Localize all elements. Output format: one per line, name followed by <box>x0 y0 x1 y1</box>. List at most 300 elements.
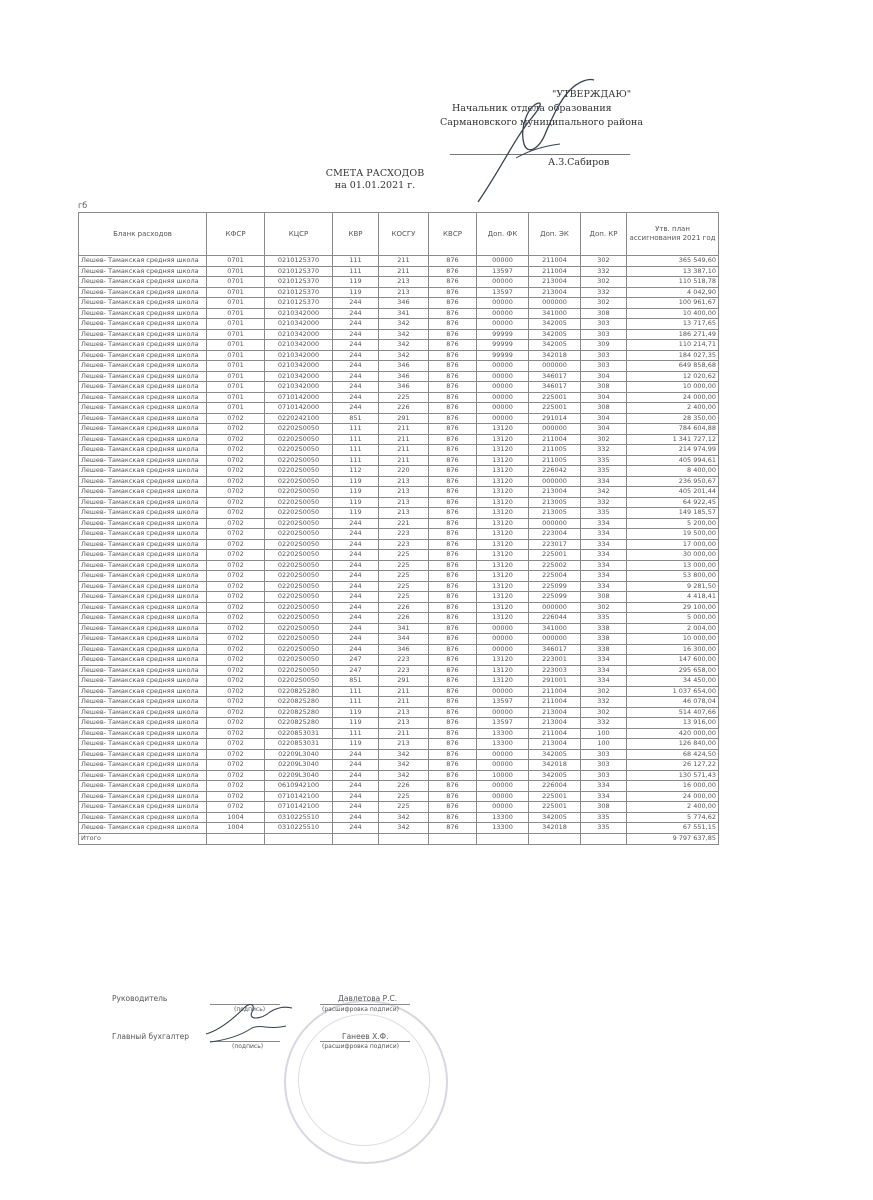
table-cell: Лешев- Тамакская средняя школа <box>79 518 207 529</box>
table-cell: 244 <box>333 308 379 319</box>
table-cell: 876 <box>429 455 477 466</box>
table-cell: Лешев- Тамакская средняя школа <box>79 455 207 466</box>
table-cell: Лешев- Тамакская средняя школа <box>79 823 207 834</box>
table-cell: 211 <box>379 256 429 267</box>
table-cell: 0210125370 <box>265 256 333 267</box>
table-cell: Лешев- Тамакская средняя школа <box>79 361 207 372</box>
table-cell: 13120 <box>477 592 529 603</box>
table-cell: 0220825280 <box>265 697 333 708</box>
table-cell: 346017 <box>529 382 581 393</box>
total-row <box>79 833 719 844</box>
table-cell: 00000 <box>477 277 529 288</box>
table-row <box>79 571 719 582</box>
table-cell: 338 <box>581 634 627 645</box>
table-cell: 291001 <box>529 676 581 687</box>
table-cell: 0702 <box>207 466 265 477</box>
table-cell: 244 <box>333 602 379 613</box>
accountant-name-hint: (расшифровка подписи) <box>322 1043 399 1050</box>
table-cell: 13120 <box>477 466 529 477</box>
table-cell: 0702 <box>207 781 265 792</box>
table-cell: 0210125370 <box>265 277 333 288</box>
table-cell: 342005 <box>529 770 581 781</box>
table-cell: 225001 <box>529 392 581 403</box>
table-cell: 346017 <box>529 644 581 655</box>
table-cell: 876 <box>429 686 477 697</box>
table-cell: 0210125370 <box>265 298 333 309</box>
table-cell: 02202S0050 <box>265 676 333 687</box>
table-cell: 211005 <box>529 455 581 466</box>
table-cell: 10 000,00 <box>627 382 719 393</box>
table-cell: 0210125370 <box>265 287 333 298</box>
table-cell: 68 424,50 <box>627 749 719 760</box>
table-cell: 0702 <box>207 413 265 424</box>
table-cell: Лешев- Тамакская средняя школа <box>79 371 207 382</box>
table-cell: 876 <box>429 676 477 687</box>
table-cell: 303 <box>581 319 627 330</box>
table-cell: 338 <box>581 623 627 634</box>
table-cell: 876 <box>429 266 477 277</box>
table-cell: Лешев- Тамакская средняя школа <box>79 340 207 351</box>
table-cell: 213004 <box>529 277 581 288</box>
table-cell: 342 <box>581 487 627 498</box>
table-cell: 24 000,00 <box>627 791 719 802</box>
table-cell: Лешев- Тамакская средняя школа <box>79 644 207 655</box>
table-cell: 649 858,68 <box>627 361 719 372</box>
table-cell: 213005 <box>529 497 581 508</box>
table-cell: Лешев- Тамакская средняя школа <box>79 592 207 603</box>
table-cell: 0702 <box>207 455 265 466</box>
table-cell: 02202S0050 <box>265 539 333 550</box>
table-cell: 0702 <box>207 529 265 540</box>
table-row <box>79 266 719 277</box>
table-cell: 0702 <box>207 476 265 487</box>
table-cell: 5 774,62 <box>627 812 719 823</box>
table-cell: 13 000,00 <box>627 560 719 571</box>
table-row <box>79 308 719 319</box>
table-row <box>79 466 719 477</box>
table-cell: 02202S0050 <box>265 550 333 561</box>
table-cell: 342018 <box>529 823 581 834</box>
head-label: Руководитель <box>112 994 168 1003</box>
table-cell: 99999 <box>477 350 529 361</box>
table-cell: 0310225510 <box>265 812 333 823</box>
handwritten-signatures <box>200 990 300 1050</box>
table-cell: 0702 <box>207 697 265 708</box>
table-cell: Лешев- Тамакская средняя школа <box>79 707 207 718</box>
table-row <box>79 434 719 445</box>
table-cell: 0701 <box>207 308 265 319</box>
table-cell: 876 <box>429 697 477 708</box>
table-cell: 225001 <box>529 802 581 813</box>
table-cell: 342005 <box>529 319 581 330</box>
table-cell: 46 078,04 <box>627 697 719 708</box>
table-cell: Лешев- Тамакская средняя школа <box>79 508 207 519</box>
table-cell: 244 <box>333 802 379 813</box>
table-cell: 223004 <box>529 529 581 540</box>
table-cell: 0210342000 <box>265 319 333 330</box>
table-cell: 244 <box>333 571 379 582</box>
table-cell: 0701 <box>207 403 265 414</box>
table-cell: 211 <box>379 424 429 435</box>
table-cell: 342005 <box>529 812 581 823</box>
table-cell: 225 <box>379 791 429 802</box>
table-cell: 876 <box>429 277 477 288</box>
table-cell: 13120 <box>477 518 529 529</box>
table-cell: 211004 <box>529 266 581 277</box>
table-row <box>79 770 719 781</box>
table-cell: 00000 <box>477 760 529 771</box>
table-cell: 225 <box>379 550 429 561</box>
table-cell: 00000 <box>477 791 529 802</box>
table-row <box>79 823 719 834</box>
table-cell: 0702 <box>207 739 265 750</box>
table-cell: 876 <box>429 508 477 519</box>
table-cell: 221 <box>379 518 429 529</box>
table-row <box>79 455 719 466</box>
table-cell: 24 000,00 <box>627 392 719 403</box>
table-cell: 186 271,49 <box>627 329 719 340</box>
table-cell: 00000 <box>477 371 529 382</box>
table-cell: 876 <box>429 539 477 550</box>
table-cell: 876 <box>429 602 477 613</box>
table-cell: 0702 <box>207 770 265 781</box>
table-row <box>79 760 719 771</box>
table-cell: Лешев- Тамакская средняя школа <box>79 770 207 781</box>
table-cell: 342 <box>379 749 429 760</box>
table-row <box>79 329 719 340</box>
table-cell: 876 <box>429 392 477 403</box>
table-cell: 0710142000 <box>265 403 333 414</box>
table-cell: Лешев- Тамакская средняя школа <box>79 623 207 634</box>
table-cell: Лешев- Тамакская средняя школа <box>79 497 207 508</box>
table-row <box>79 476 719 487</box>
table-cell: 0701 <box>207 277 265 288</box>
table-cell: 876 <box>429 371 477 382</box>
table-cell: 211005 <box>529 445 581 456</box>
table-row <box>79 277 719 288</box>
table-cell: 10 400,00 <box>627 308 719 319</box>
table-cell: 405 201,44 <box>627 487 719 498</box>
table-cell: 303 <box>581 749 627 760</box>
table-cell: 876 <box>429 256 477 267</box>
table-cell: 0702 <box>207 571 265 582</box>
table-cell: 304 <box>581 392 627 403</box>
table-cell: 302 <box>581 707 627 718</box>
table-cell: 225 <box>379 802 429 813</box>
approval-position-line1: Начальник отдела образования <box>452 103 612 114</box>
table-cell: 0701 <box>207 298 265 309</box>
table-cell: 876 <box>429 550 477 561</box>
table-cell: 213 <box>379 707 429 718</box>
table-cell: 0702 <box>207 434 265 445</box>
table-cell: 0220825280 <box>265 707 333 718</box>
table-cell: 876 <box>429 319 477 330</box>
table-cell: 334 <box>581 476 627 487</box>
table-cell: 341 <box>379 308 429 319</box>
table-cell: 13120 <box>477 550 529 561</box>
table-cell: 000000 <box>529 634 581 645</box>
table-cell: 000000 <box>529 361 581 372</box>
table-cell: 244 <box>333 592 379 603</box>
table-cell: 302 <box>581 298 627 309</box>
table-cell: 876 <box>429 434 477 445</box>
table-cell: 0702 <box>207 560 265 571</box>
table-cell: 00000 <box>477 361 529 372</box>
table-cell: 342 <box>379 760 429 771</box>
table-cell: Лешев- Тамакская средняя школа <box>79 287 207 298</box>
table-cell: 244 <box>333 403 379 414</box>
table-cell: 211004 <box>529 697 581 708</box>
table-cell: 334 <box>581 791 627 802</box>
table-cell: 30 000,00 <box>627 550 719 561</box>
table-cell: 00000 <box>477 802 529 813</box>
table-row <box>79 739 719 750</box>
table-cell: 247 <box>333 655 379 666</box>
table-cell: Лешев- Тамакская средняя школа <box>79 529 207 540</box>
table-cell: 0702 <box>207 749 265 760</box>
table-cell: 244 <box>333 791 379 802</box>
column-header: КЦСР <box>265 213 333 256</box>
table-cell: 876 <box>429 560 477 571</box>
table-cell: Лешев- Тамакская средняя школа <box>79 749 207 760</box>
table-cell: 0701 <box>207 329 265 340</box>
table-cell: 02202S0050 <box>265 592 333 603</box>
table-cell: 0702 <box>207 424 265 435</box>
table-cell: 10000 <box>477 770 529 781</box>
table-cell: 244 <box>333 781 379 792</box>
table-cell: 2 004,00 <box>627 623 719 634</box>
table-cell: 223 <box>379 529 429 540</box>
table-cell: 119 <box>333 287 379 298</box>
table-cell: 876 <box>429 623 477 634</box>
table-cell: Лешев- Тамакская средняя школа <box>79 760 207 771</box>
table-cell: Лешев- Тамакская средняя школа <box>79 550 207 561</box>
table-cell: 334 <box>581 560 627 571</box>
table-cell: 876 <box>429 466 477 477</box>
table-cell: 876 <box>429 445 477 456</box>
table-cell: 211 <box>379 434 429 445</box>
table-cell: 335 <box>581 823 627 834</box>
table-cell: 213 <box>379 277 429 288</box>
column-header: Доп. ФК <box>477 213 529 256</box>
table-cell: 00000 <box>477 634 529 645</box>
approval-position-line2: Сармановского муниципального района <box>440 117 644 128</box>
table-cell: 876 <box>429 613 477 624</box>
table-cell: 244 <box>333 350 379 361</box>
table-cell: 130 571,43 <box>627 770 719 781</box>
table-cell: 0701 <box>207 266 265 277</box>
table-cell: 1004 <box>207 812 265 823</box>
table-cell: 876 <box>429 665 477 676</box>
table-row <box>79 560 719 571</box>
table-cell: 303 <box>581 361 627 372</box>
table-cell: 876 <box>429 802 477 813</box>
table-row <box>79 802 719 813</box>
head-name-hint: (расшифровка подписи) <box>322 1006 399 1013</box>
table-cell: 332 <box>581 497 627 508</box>
table-cell: Лешев- Тамакская средняя школа <box>79 613 207 624</box>
table-cell: 876 <box>429 413 477 424</box>
table-cell: 226004 <box>529 781 581 792</box>
table-cell: Лешев- Тамакская средняя школа <box>79 697 207 708</box>
table-cell: 244 <box>333 634 379 645</box>
table-cell: 876 <box>429 518 477 529</box>
table-cell: 225099 <box>529 592 581 603</box>
table-cell: 111 <box>333 256 379 267</box>
table-cell: 02202S0050 <box>265 560 333 571</box>
table-cell: 02209L3040 <box>265 749 333 760</box>
table-cell: 335 <box>581 812 627 823</box>
table-cell: 304 <box>581 413 627 424</box>
table-row <box>79 707 719 718</box>
table-row <box>79 791 719 802</box>
table-row <box>79 749 719 760</box>
table-cell: Лешев- Тамакская средняя школа <box>79 487 207 498</box>
table-row <box>79 298 719 309</box>
table-cell: 0702 <box>207 760 265 771</box>
table-cell: Лешев- Тамакская средняя школа <box>79 686 207 697</box>
table-cell: 0210342000 <box>265 382 333 393</box>
table-cell: 346 <box>379 361 429 372</box>
table-cell: 0702 <box>207 718 265 729</box>
table-row <box>79 287 719 298</box>
table-cell: Лешев- Тамакская средняя школа <box>79 539 207 550</box>
table-cell: 0701 <box>207 371 265 382</box>
table-cell: 000000 <box>529 424 581 435</box>
table-cell: 335 <box>581 455 627 466</box>
table-cell: 000000 <box>529 476 581 487</box>
table-row <box>79 665 719 676</box>
table-cell: 213004 <box>529 718 581 729</box>
table-cell: 341000 <box>529 308 581 319</box>
table-cell: 342005 <box>529 340 581 351</box>
table-cell: 334 <box>581 781 627 792</box>
table-cell: 876 <box>429 350 477 361</box>
table-row <box>79 413 719 424</box>
table-cell: 0702 <box>207 518 265 529</box>
table-cell: 0220853031 <box>265 728 333 739</box>
table-cell: 876 <box>429 329 477 340</box>
table-cell: 226 <box>379 403 429 414</box>
table-header-row <box>79 213 719 256</box>
document-title: СМЕТА РАСХОДОВ <box>325 168 425 179</box>
table-cell: 99999 <box>477 329 529 340</box>
table-cell: Лешев- Тамакская средняя школа <box>79 665 207 676</box>
table-cell: Лешев- Тамакская средняя школа <box>79 581 207 592</box>
table-cell: 13120 <box>477 529 529 540</box>
table-cell: 223001 <box>529 655 581 666</box>
table-cell: 00000 <box>477 707 529 718</box>
table-cell: 291 <box>379 413 429 424</box>
table-row <box>79 319 719 330</box>
table-cell: 00000 <box>477 382 529 393</box>
table-cell: 876 <box>429 403 477 414</box>
table-cell: 346 <box>379 382 429 393</box>
table-cell: 308 <box>581 802 627 813</box>
table-row <box>79 592 719 603</box>
table-cell: 13120 <box>477 508 529 519</box>
table-cell: 13 916,00 <box>627 718 719 729</box>
table-cell: 247 <box>333 665 379 676</box>
gb-label: гб <box>78 201 88 210</box>
table-cell: 00000 <box>477 644 529 655</box>
table-cell: Лешев- Тамакская средняя школа <box>79 434 207 445</box>
table-cell: 211004 <box>529 256 581 267</box>
table-cell: 332 <box>581 287 627 298</box>
table-cell: 332 <box>581 697 627 708</box>
table-cell: 302 <box>581 602 627 613</box>
table-row <box>79 655 719 666</box>
table-cell: 225001 <box>529 550 581 561</box>
table-cell: 1004 <box>207 823 265 834</box>
table-cell: 5 200,00 <box>627 518 719 529</box>
table-cell: 0710142000 <box>265 392 333 403</box>
table-cell: 0220242100 <box>265 413 333 424</box>
column-header: КОСГУ <box>379 213 429 256</box>
table-cell: 17 000,00 <box>627 539 719 550</box>
table-cell: 876 <box>429 634 477 645</box>
table-cell: 13597 <box>477 718 529 729</box>
table-cell: 244 <box>333 823 379 834</box>
table-row <box>79 445 719 456</box>
table-cell: 119 <box>333 476 379 487</box>
table-cell: 02202S0050 <box>265 508 333 519</box>
table-cell: 0701 <box>207 361 265 372</box>
table-cell: 000000 <box>529 602 581 613</box>
table-cell: 0702 <box>207 592 265 603</box>
table-cell: 0702 <box>207 655 265 666</box>
table-cell: 876 <box>429 340 477 351</box>
table-cell: 02202S0050 <box>265 529 333 540</box>
table-cell: 0702 <box>207 686 265 697</box>
table-cell: 0702 <box>207 487 265 498</box>
table-cell: 303 <box>581 350 627 361</box>
table-cell: 346 <box>379 298 429 309</box>
table-cell: 02202S0050 <box>265 613 333 624</box>
table-cell: 211 <box>379 697 429 708</box>
head-name-line <box>320 1004 410 1005</box>
table-cell: 291014 <box>529 413 581 424</box>
table-cell: Лешев- Тамакская средняя школа <box>79 392 207 403</box>
table-cell: 10 000,00 <box>627 634 719 645</box>
table-cell: 302 <box>581 277 627 288</box>
table-cell: 244 <box>333 392 379 403</box>
table-cell: 308 <box>581 403 627 414</box>
table-cell: 213005 <box>529 508 581 519</box>
table-cell: 244 <box>333 539 379 550</box>
table-cell: 211 <box>379 266 429 277</box>
table-row <box>79 644 719 655</box>
table-cell: 00000 <box>477 256 529 267</box>
table-cell: 02202S0050 <box>265 476 333 487</box>
table-cell: 0210342000 <box>265 361 333 372</box>
table-cell: 1 341 727,12 <box>627 434 719 445</box>
table-row <box>79 550 719 561</box>
approval-signature-mark <box>470 60 610 210</box>
table-cell: 335 <box>581 613 627 624</box>
table-cell: 334 <box>581 550 627 561</box>
table-cell: 2 400,00 <box>627 403 719 414</box>
table-cell: 226 <box>379 602 429 613</box>
table-cell: 00000 <box>477 319 529 330</box>
table-cell: 13 387,10 <box>627 266 719 277</box>
table-cell: 342 <box>379 350 429 361</box>
table-cell: 405 994,61 <box>627 455 719 466</box>
table-row <box>79 424 719 435</box>
table-cell: 02202S0050 <box>265 424 333 435</box>
table-cell: 149 185,57 <box>627 508 719 519</box>
table-cell: 346 <box>379 644 429 655</box>
